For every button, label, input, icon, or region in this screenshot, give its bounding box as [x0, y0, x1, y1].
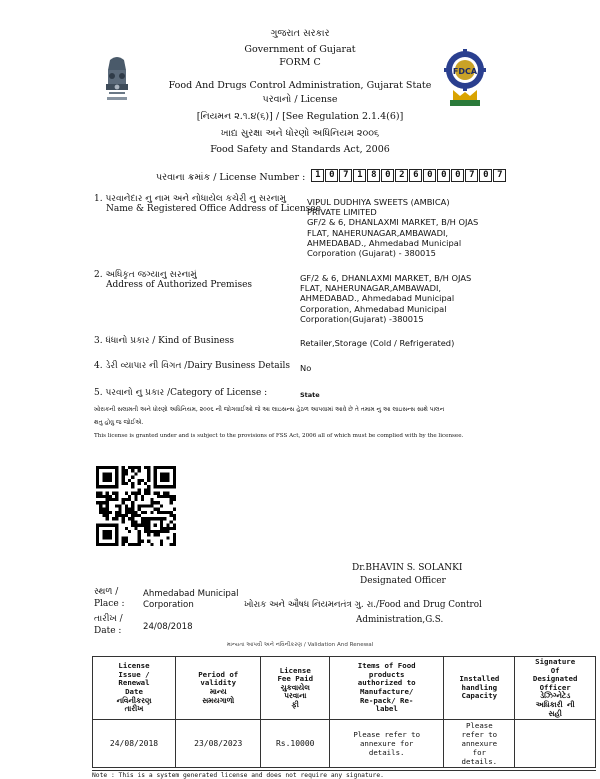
- header-line: Of: [550, 665, 560, 675]
- field-3-value: Retailer,Storage (Cold / Refrigerated): [300, 338, 455, 348]
- cell-line: for: [472, 748, 487, 758]
- cell-fee: Rs.10000: [261, 720, 330, 768]
- cell-line: Please refer to: [353, 730, 421, 740]
- value-line: PRIVATE LIMITED: [307, 207, 377, 218]
- header-line: નવિનીકરણ: [116, 695, 152, 705]
- header-regulation: [નિયમન ૨.૧.૪(૬)] / [See Regulation 2.1.4(6)]: [196, 111, 404, 122]
- cell-capacity: [444, 720, 515, 768]
- col-header-capacity: [444, 657, 515, 720]
- place-label-en: Place :: [94, 599, 125, 609]
- note-en-line: This license is granted under and is subject to the provisions of FSS Act, 2006 all of which must be complied with by the licensee.: [94, 433, 464, 439]
- signatory-designation: Designated Officer: [360, 576, 446, 586]
- value-line: Corporation(Gujarat) -380015: [300, 313, 424, 324]
- table-header-row: [93, 657, 596, 720]
- license-digit-box: 7: [339, 169, 352, 182]
- value-line: GF/2 & 6, DHANLAXMI MARKET, B/H OJAS: [307, 217, 479, 228]
- field-1-value: [307, 197, 517, 258]
- header-line: ફી: [291, 699, 299, 709]
- field-4-num: 4.: [94, 361, 103, 371]
- field-3-label: [94, 336, 294, 346]
- col-header-items: [330, 657, 444, 720]
- cell-line: annexure for: [359, 739, 414, 749]
- header-line: products: [368, 669, 405, 679]
- header-line: Period of: [198, 669, 239, 679]
- cell-validity: 23/08/2023: [176, 720, 261, 768]
- header-line: Issue /: [118, 669, 150, 679]
- header-line: Installed: [459, 674, 500, 684]
- header-line: handling: [461, 682, 498, 692]
- header-line: માન્ય: [209, 687, 227, 697]
- col-header-fee: [261, 657, 330, 720]
- field-4-label: [94, 361, 304, 371]
- value-line: Corporation, Ahmedabad Municipal: [300, 303, 447, 314]
- cell-items: [330, 720, 444, 768]
- header-line: પરવાના: [284, 691, 307, 701]
- license-digit-box: 1: [311, 169, 324, 182]
- svg-text:FDCA: FDCA: [452, 67, 478, 76]
- header-line: License: [118, 661, 150, 671]
- place-label: [94, 586, 125, 610]
- field-4-value: No: [300, 363, 312, 373]
- license-number-label: પરવાના ક્રમાંક / License Number :: [156, 172, 306, 183]
- cell-line: annexure: [461, 739, 498, 749]
- header-license-word: પરવાનો / License: [262, 94, 338, 105]
- value-line: AHMEDABAD., Ahmedabad Municipal: [300, 293, 455, 304]
- header-line: Renewal: [118, 678, 150, 688]
- office-line-1: ખોરાક અને ઔષધ નિયમનતંત્ર ગુ. રા./Food and Drug Control: [244, 600, 482, 610]
- license-digit-box: 6: [409, 169, 422, 182]
- header-line: authorized to: [357, 678, 416, 688]
- value-line: Corporation (Gujarat) - 380015: [307, 248, 436, 259]
- note-gu-line-1: ખોરાકની સલામતી અને ધોરણો અધિનિયમ, ૨૦૦૬ ની જોગવાઈઓ જે આ લાઇસન્સ હેઠળ આપવામાં આવે છે તે તમામ નુ આ લાઇસન્સ સાથે પાલન: [94, 406, 445, 413]
- field-2-label-en: Address of Authorized Premises: [106, 280, 253, 290]
- field-1-num: 1.: [94, 194, 103, 204]
- place-value: [143, 589, 239, 611]
- header-line: label: [375, 704, 398, 714]
- header-line: Date: [125, 687, 143, 697]
- validation-table: [92, 656, 596, 768]
- header-line: Fee Paid: [277, 674, 314, 684]
- value-line: FLAT, NAHERUNAGAR,AMBAWADI,: [300, 283, 442, 294]
- header-act-en: Food Safety and Standards Act, 2006: [210, 144, 390, 155]
- qr-code-icon: [96, 466, 176, 546]
- note-gu-line-2: થતુ હોવુ જ જોઈએ.: [94, 419, 144, 426]
- header-line: સહી: [548, 708, 562, 718]
- header-line: ડેઝિગ્નેટેડ: [540, 691, 571, 701]
- field-4-label-text: ડેરી વ્યાપાર ની વિગત /Dairy Business Details: [105, 361, 291, 371]
- header-line: Manufacture/: [359, 687, 414, 697]
- value-line: VIPUL DUDHIYA SWEETS (AMBICA): [307, 197, 450, 207]
- field-3-label-text: ધંધાનો પ્રકાર / Kind of Business: [105, 336, 234, 346]
- header-line: Capacity: [461, 691, 498, 701]
- field-5-label: [94, 388, 304, 398]
- license-digit-box: 1: [353, 169, 366, 182]
- cell-line: refer to: [461, 730, 498, 740]
- cell-signature: [515, 720, 596, 768]
- header-government: Government of Gujarat: [244, 44, 356, 55]
- date-label-gu: તારીખ /: [94, 614, 123, 624]
- header-act-gu: ખાદ્ય સુરક્ષા અને ધોરણો અધિનિયમ ૨૦૦૬: [220, 128, 380, 139]
- header-line: ચુકવાયેલ: [280, 682, 310, 692]
- field-5-num: 5.: [94, 388, 103, 398]
- header-line: અધિકારી ની: [535, 699, 575, 709]
- license-digit-box: 2: [395, 169, 408, 182]
- license-digit-box: 0: [423, 169, 436, 182]
- table-row: [93, 720, 596, 768]
- date-label: [94, 613, 123, 637]
- license-digit-box: 0: [381, 169, 394, 182]
- header-line: Items of Food: [357, 661, 416, 671]
- place-label-gu: સ્થળ /: [94, 587, 119, 597]
- cell-line: Please: [465, 721, 493, 731]
- field-5-label-text: પરવાનો નુ પ્રકાર /Category of License :: [105, 388, 268, 398]
- office-line-2: Administration,G.S.: [356, 615, 444, 625]
- value-line: GF/2 & 6, DHANLAXMI MARKET, B/H OJAS: [300, 273, 472, 283]
- header-line: validity: [200, 678, 237, 688]
- license-digit-box: 0: [437, 169, 450, 182]
- header-administration: Food And Drugs Control Administration, Gujarat State: [168, 80, 432, 91]
- header-line: Officer: [539, 682, 571, 692]
- field-2-num: 2.: [94, 270, 103, 280]
- field-2-value: [300, 273, 510, 324]
- validation-note: Note : This is a system generated license and does not require any signature.: [92, 770, 596, 779]
- header-form: FORM C: [279, 57, 321, 68]
- validation-caption: માન્યતા આપવી અને નવિનીકરણ / Validation And Renewal: [226, 642, 374, 648]
- validation-table-wrapper: [92, 656, 600, 779]
- header-line: તારીખ: [124, 704, 144, 714]
- field-3-num: 3.: [94, 336, 103, 346]
- col-header-issue-date: [93, 657, 176, 720]
- col-header-signature: [515, 657, 596, 720]
- field-2-label-gu: અધિકૃત જગ્યાનુ સરનામું: [105, 270, 197, 280]
- cell-issue-date: 24/08/2018: [93, 720, 176, 768]
- header-line: Re-pack/ Re-: [359, 695, 414, 705]
- license-number-boxes: [310, 165, 506, 184]
- value-line: FLAT, NAHERUNAGAR,AMBAWADI,: [307, 227, 449, 238]
- license-digit-box: 8: [367, 169, 380, 182]
- value-line: AHMEDABAD., Ahmedabad Municipal: [307, 237, 462, 248]
- date-value: 24/08/2018: [143, 622, 193, 632]
- field-2-label: [94, 270, 334, 290]
- date-label-en: Date :: [94, 626, 122, 636]
- cell-line: details.: [461, 757, 498, 767]
- place-value-line-2: Corporation: [143, 600, 194, 610]
- signatory-name: Dr.BHAVIN S. SOLANKI: [352, 563, 463, 573]
- license-digit-box: 0: [451, 169, 464, 182]
- license-digit-box: 7: [465, 169, 478, 182]
- license-digit-box: 0: [479, 169, 492, 182]
- col-header-validity: [176, 657, 261, 720]
- license-digit-box: 0: [325, 169, 338, 182]
- field-1-label-gu: પરવાનેદાર નુ નામ અને નોધાયેલ કચેરી નુ સરનામુ: [105, 194, 286, 204]
- header-line: Designated: [532, 674, 578, 684]
- cell-line: details.: [368, 748, 405, 758]
- header-line: Signature: [535, 657, 576, 666]
- license-number-row: [156, 165, 503, 184]
- license-digit-box: 7: [493, 169, 506, 182]
- field-1-label: [94, 194, 334, 214]
- header-line: સમયગાળો: [202, 695, 235, 705]
- header-gu-title: ગુજરાત સરકાર: [270, 28, 330, 39]
- place-value-line-1: Ahmedabad Municipal: [143, 589, 239, 599]
- field-5-value: State: [300, 391, 320, 399]
- header-line: License: [279, 665, 311, 675]
- field-1-label-en: Name & Registered Office Address of Licensee: [106, 204, 321, 214]
